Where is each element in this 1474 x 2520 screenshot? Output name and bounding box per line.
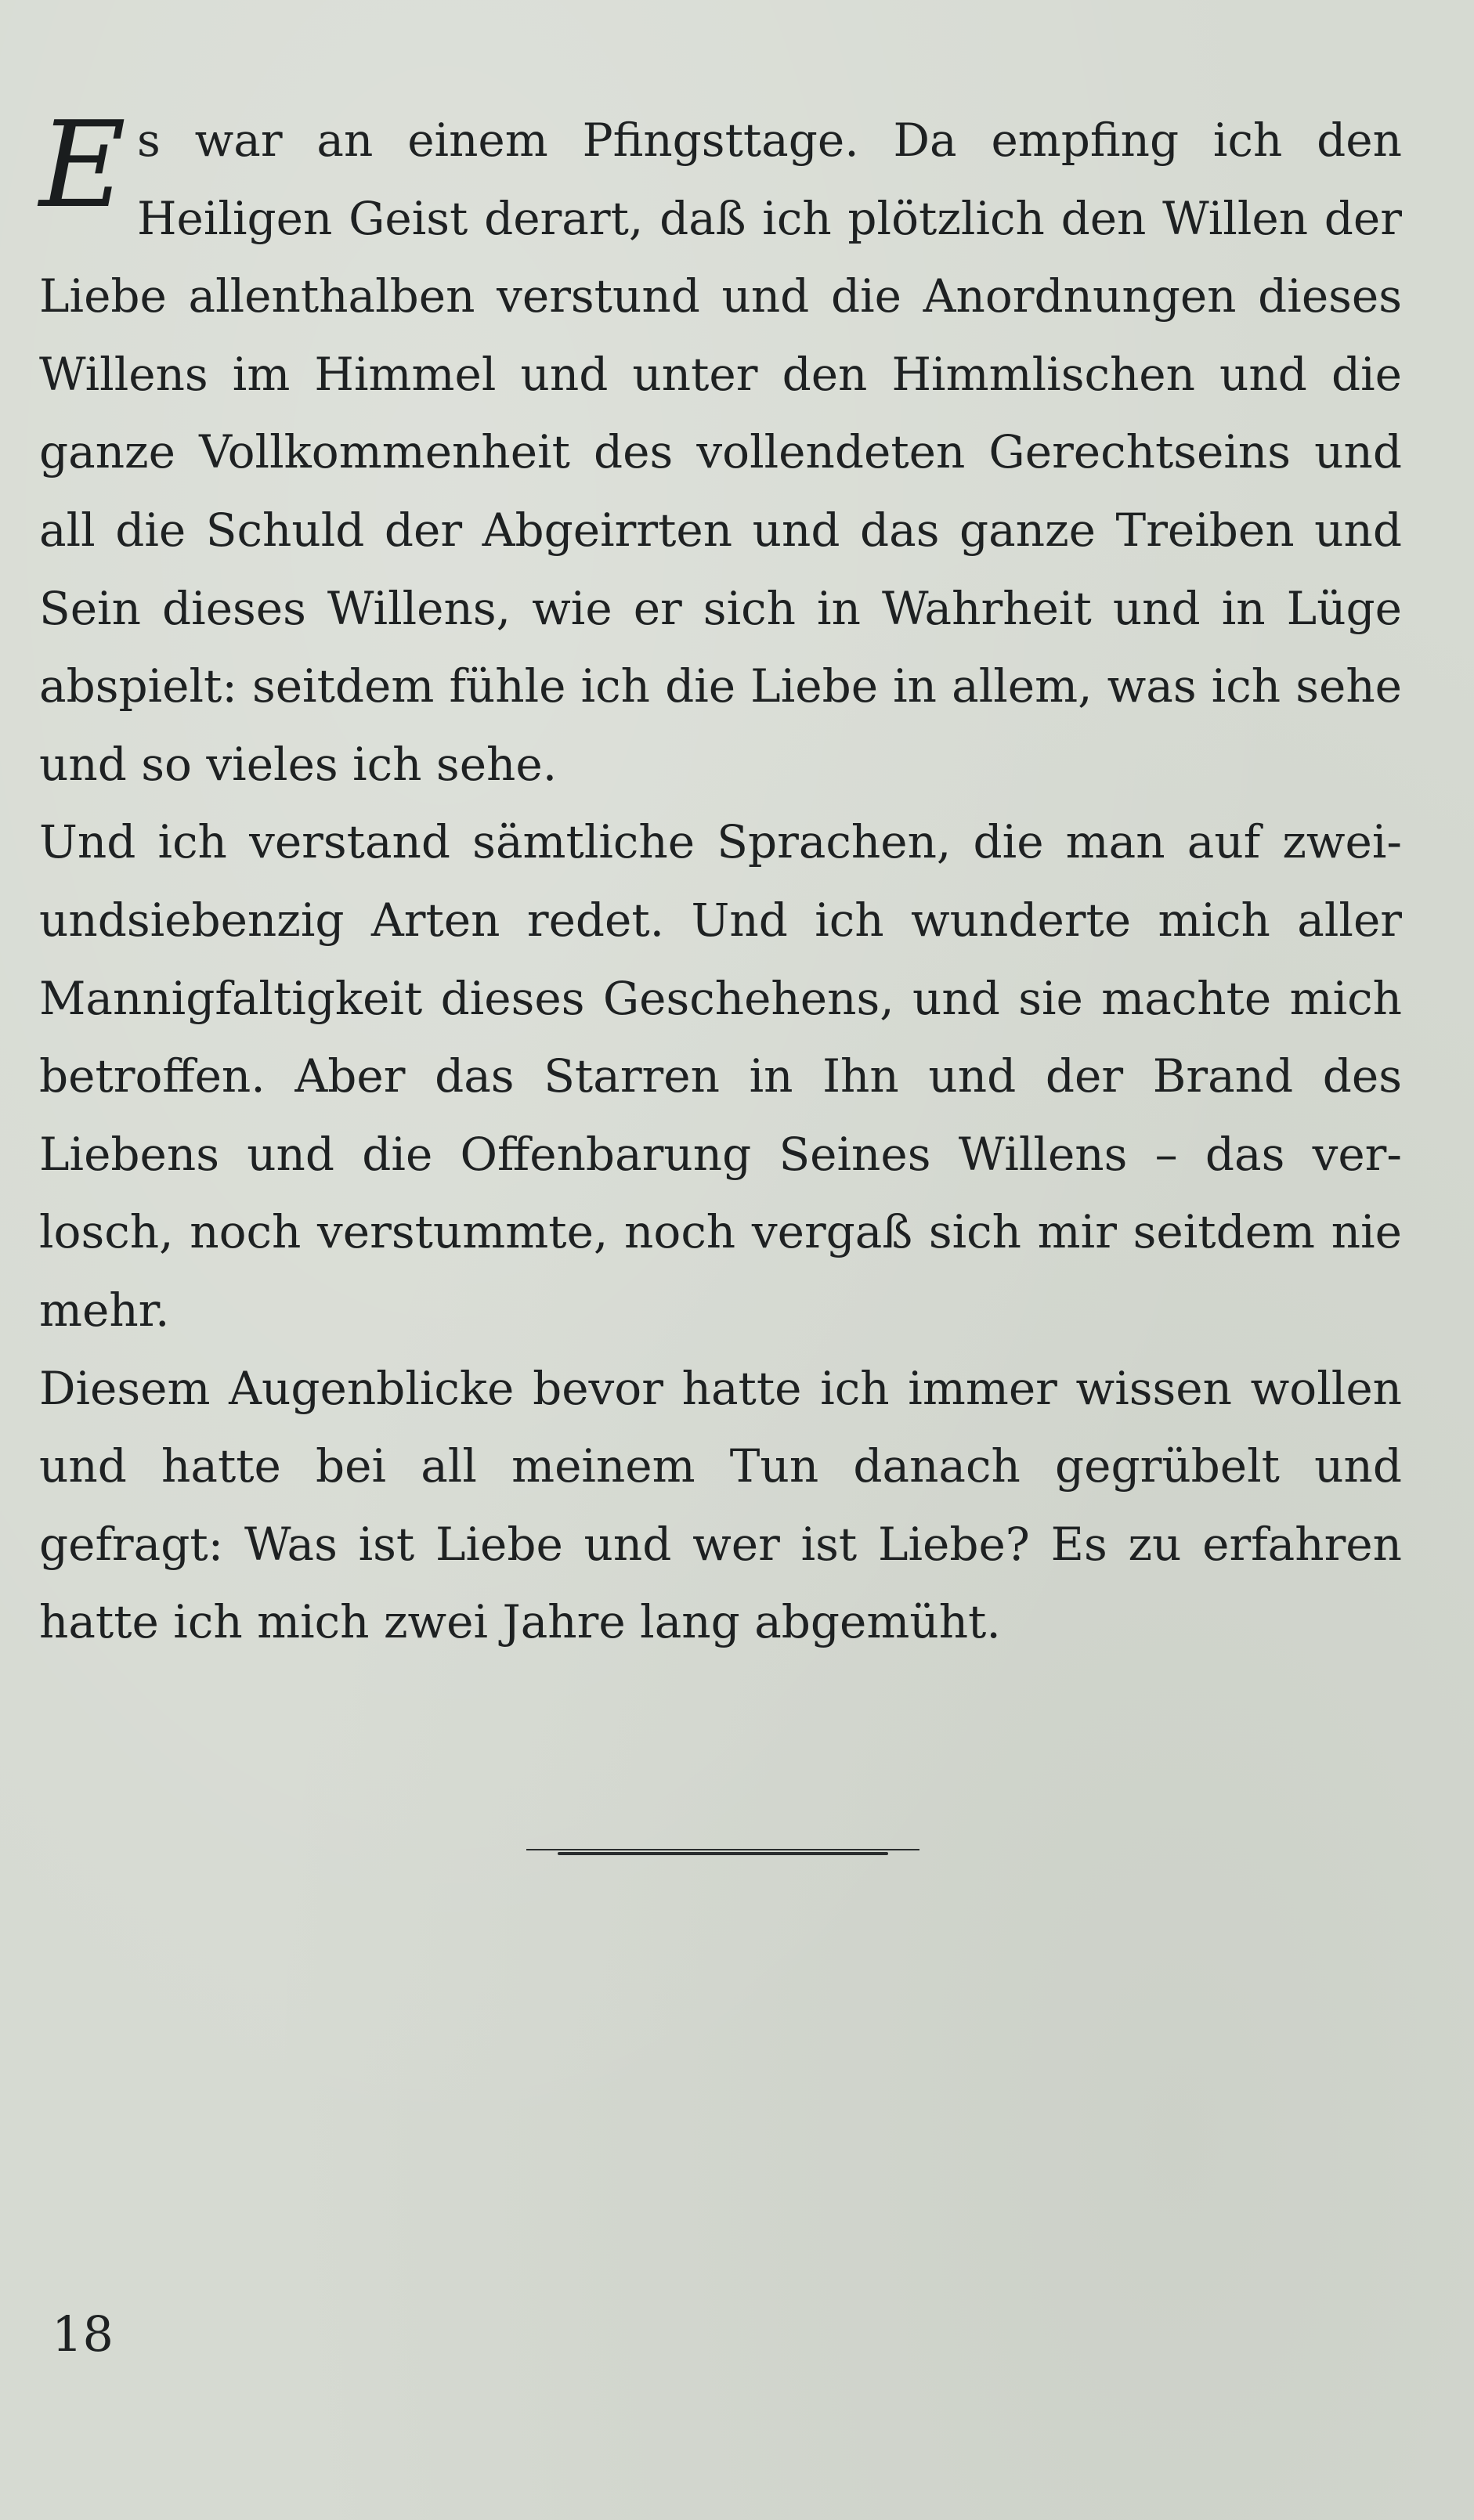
drop-cap: E (39, 96, 126, 234)
paragraph-1 (39, 96, 1402, 803)
rule-line-bottom (558, 1852, 888, 1855)
paragraph-1-text: s war an einem Pfingsttage. Da empfing ich den Heiligen Geist derart, daß ich plötzlich den Willen der Liebe allenthalben verstund und die Anordnungen dieses Willens im Himmel und unter den Himmlischen und die ganze Vollkommenheit des vollendeten Gerechtseins und all die Schuld der Abgeirrten und das ganze Treiben und Sein dieses Willens, wie er sich in Wahrheit und in Lüge abspielt: seitdem fühle ich die Liebe in allem, was ich sehe und so vieles ich sehe. (39, 114, 1402, 791)
ornamental-rule (526, 1849, 919, 1855)
rule-line-top (526, 1849, 919, 1850)
page-number: 18 (52, 2305, 114, 2363)
body-text (39, 96, 1402, 1662)
paragraph-3: Diesem Augenblicke bevor hatte ich immer wissen wollen und hatte bei all meinem Tun danach gegrübelt und gefragt: Was ist Liebe und wer ist Liebe? Es zu erfahren hatte ich mich zwei Jahre lang abgemüht. (39, 1361, 1402, 1649)
paragraph-2: Und ich verstand sämtliche Sprachen, die man auf zwei- undsiebenzig Arten redet. Und ich wunderte mich aller Mannigfaltigkeit dieses Geschehens, und sie machte mich betroffen. Aber das Starren in Ihn und der Brand des Liebens und die Offenbarung Seines Willens – das ver- losch, noch verstummte, noch vergaß sich mir seitdem nie mehr. (39, 815, 1402, 1337)
